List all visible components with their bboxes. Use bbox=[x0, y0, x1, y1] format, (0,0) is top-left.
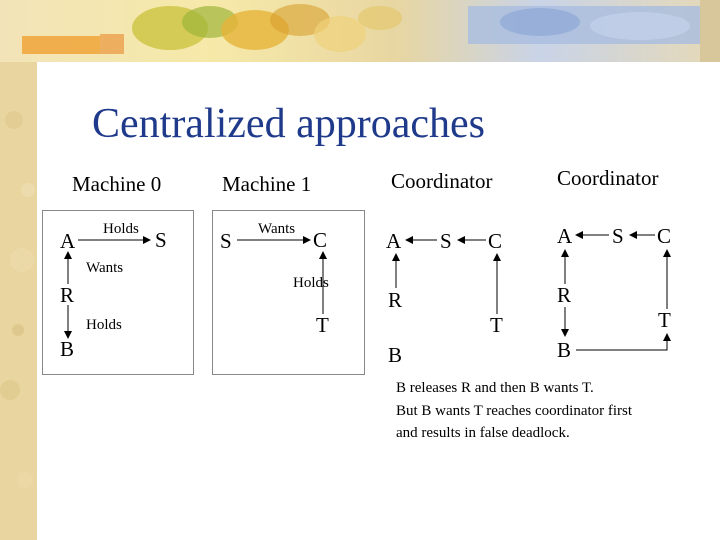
machine1-node-c: C bbox=[313, 228, 328, 252]
caption-line-1: B releases R and then B wants T. bbox=[396, 380, 594, 396]
machine0-edge-label-holds2: Holds bbox=[86, 317, 122, 333]
machine0-header: Machine 0 bbox=[72, 172, 162, 196]
coordinator2-node-t: T bbox=[658, 308, 671, 332]
machine0-node-a: A bbox=[60, 229, 76, 253]
coordinator1-node-b: B bbox=[388, 343, 403, 367]
machine1-node-s: S bbox=[220, 229, 232, 253]
coordinator2-node-b: B bbox=[557, 338, 572, 362]
caption-line-3: and results in false deadlock. bbox=[396, 425, 570, 441]
slide-title: Centralized approaches bbox=[92, 101, 485, 147]
machine0-edge-label-wants: Wants bbox=[86, 260, 124, 276]
coordinator1-node-s: S bbox=[440, 229, 452, 253]
machine0-node-b: B bbox=[60, 337, 75, 361]
coordinator2-node-r: R bbox=[557, 283, 572, 307]
machine1-edge-label-wants: Wants bbox=[258, 221, 296, 237]
coordinator2-edge-b-t bbox=[576, 334, 667, 350]
coordinator1-header: Coordinator bbox=[391, 169, 493, 193]
caption-line-2: But B wants T reaches coordinator first bbox=[396, 403, 633, 419]
machine0-edge-label-holds: Holds bbox=[103, 221, 139, 237]
machine0-node-r: R bbox=[60, 283, 75, 307]
coordinator1-node-r: R bbox=[388, 288, 403, 312]
coordinator2-node-s: S bbox=[612, 224, 624, 248]
coordinator2-node-c: C bbox=[657, 224, 672, 248]
machine0-node-s: S bbox=[155, 228, 167, 252]
machine1-node-t: T bbox=[316, 313, 329, 337]
machine1-edge-label-holds: Holds bbox=[293, 275, 329, 291]
coordinator1-node-t: T bbox=[490, 313, 503, 337]
coordinator2-node-a: A bbox=[557, 224, 573, 248]
machine1-header: Machine 1 bbox=[222, 172, 312, 196]
coordinator1-node-c: C bbox=[488, 229, 503, 253]
coordinator2-header: Coordinator bbox=[557, 166, 659, 190]
coordinator1-node-a: A bbox=[386, 229, 402, 253]
